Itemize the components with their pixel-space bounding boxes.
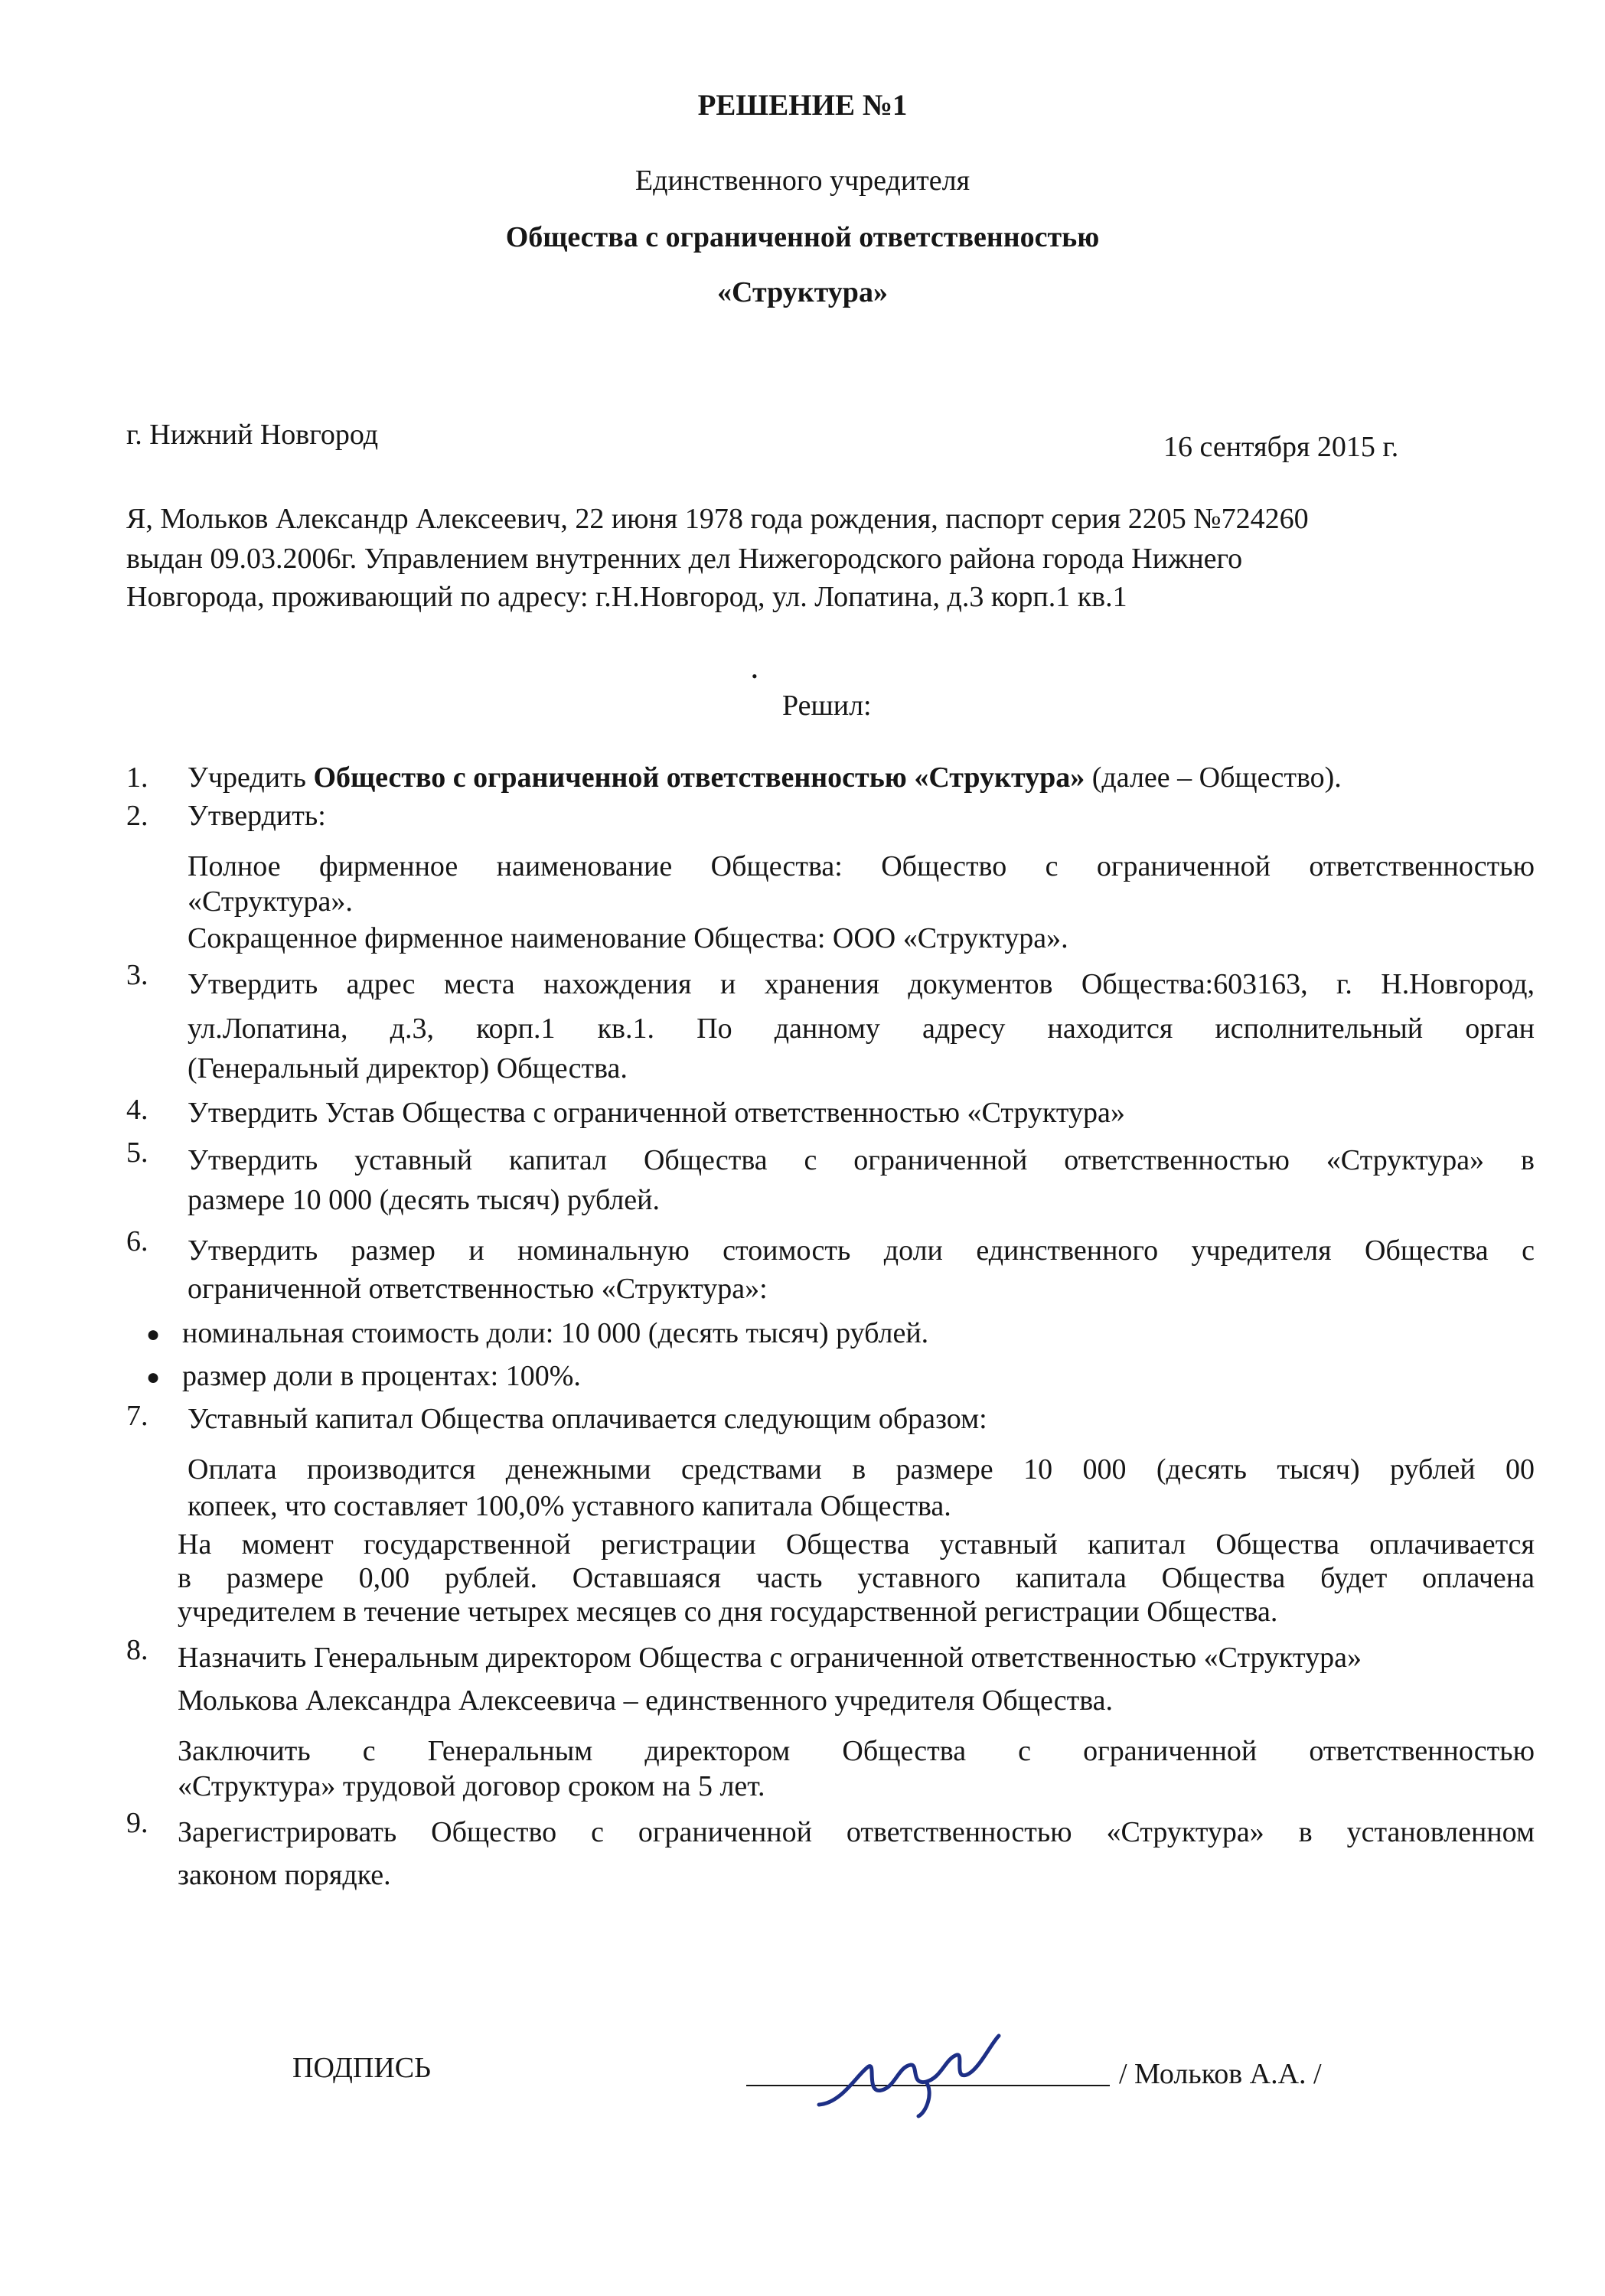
item-number: 7.: [126, 1400, 148, 1432]
date: 16 сентября 2015 г.: [1163, 431, 1399, 463]
item-5-text: Утвердить уставный капитал Общества с ограниченной ответственностью «Структура» в: [188, 1144, 1535, 1176]
item-8-text: Заключить с Генеральным директором Общества с ограниченной ответственностью: [178, 1735, 1535, 1767]
document-title: РЕШЕНИЕ №1: [697, 89, 908, 122]
item-8-text: Назначить Генеральным директором Общества с ограниченной ответственностью «Структура»: [178, 1642, 1362, 1674]
ink-mark: •: [752, 667, 758, 686]
item-number: 4.: [126, 1094, 148, 1126]
subtitle-founder: Единственного учредителя: [634, 165, 971, 197]
handwritten-signature: [811, 2020, 1010, 2120]
signature-label: ПОДПИСЬ: [292, 2052, 431, 2084]
item-2-text: Полное фирменное наименование Общества: Общество с ограниченной ответственностью: [188, 850, 1535, 882]
item-7-text: учредителем в течение четырех месяцев со дня государственной регистрации Общества.: [178, 1596, 1278, 1628]
item-number: 5.: [126, 1137, 148, 1169]
item-number: 3.: [126, 959, 148, 991]
item-7-text: в размере 0,00 рублей. Оставшаяся часть уставного капитала Общества будет оплачена: [178, 1562, 1535, 1594]
item-8-text: Молькова Александра Алексеевича – единственного учредителя Общества.: [178, 1684, 1114, 1717]
bullet-text: размер доли в процентах: 100%.: [182, 1360, 581, 1392]
item-3-text: Утвердить адрес места нахождения и хранения документов Общества:603163, г. Н.Новгород,: [188, 968, 1535, 1000]
bullet-icon: ●: [146, 1365, 161, 1390]
signer-name: / Мольков А.А. /: [1119, 2058, 1322, 2090]
item-number: 6.: [126, 1225, 148, 1257]
item-3-text: ул.Лопатина, д.3, корп.1 кв.1. По данному адресу находится исполнительный орган: [188, 1013, 1535, 1045]
item-4-text: Утвердить Устав Общества с ограниченной ответственностью «Структура»: [188, 1097, 1125, 1129]
item-7-text: Уставный капитал Общества оплачивается следующим образом:: [188, 1403, 987, 1435]
city: г. Нижний Новгород: [126, 419, 379, 451]
intro-line: Я, Мольков Александр Алексеевич, 22 июня 1978 года рождения, паспорт серия 2205 №724260: [126, 503, 1309, 535]
intro-line: Новгорода, проживающий по адресу: г.Н.Новгород, ул. Лопатина, д.3 корп.1 кв.1: [126, 581, 1127, 613]
item-2-text: Сокращенное фирменное наименование Общества: ООО «Структура».: [188, 922, 1068, 954]
item-7-text: На момент государственной регистрации Общества уставный капитал Общества оплачивается: [178, 1528, 1535, 1561]
item-number: 1.: [126, 762, 148, 794]
item-7-text: копеек, что составляет 100,0% уставного капитала Общества.: [188, 1490, 951, 1522]
item-3-text: (Генеральный директор) Общества.: [188, 1052, 628, 1084]
subtitle-company-name: «Структура»: [717, 276, 888, 308]
item-8-text: «Структура» трудовой договор сроком на 5 лет.: [178, 1770, 765, 1802]
item-number: 2.: [126, 800, 148, 832]
subtitle-company-type: Общества с ограниченной ответственностью: [505, 221, 1100, 253]
item-number: 8.: [126, 1634, 148, 1666]
item-6-text: Утвердить размер и номинальную стоимость доли единственного учредителя Общества с: [188, 1234, 1535, 1267]
resolved-heading: Решил:: [782, 690, 872, 722]
item-1-text: Учредить Общество с ограниченной ответственностью «Структура» (далее – Общество).: [188, 762, 1342, 794]
intro-line: выдан 09.03.2006г. Управлением внутренних дел Нижегородского района города Нижнего: [126, 543, 1243, 575]
item-number: 9.: [126, 1807, 148, 1839]
bullet-icon: ●: [146, 1322, 161, 1347]
item-5-text: размере 10 000 (десять тысяч) рублей.: [188, 1184, 660, 1216]
item-7-text: Оплата производится денежными средствами в размере 10 000 (десять тысяч) рублей 00: [188, 1453, 1535, 1486]
item-9-text: Зарегистрировать Общество с ограниченной ответственностью «Структура» в установленном: [178, 1816, 1535, 1848]
bullet-text: номинальная стоимость доли: 10 000 (десять тысяч) рублей.: [182, 1317, 929, 1349]
item-9-text: законом порядке.: [178, 1859, 391, 1891]
item-2-text: Утвердить:: [188, 800, 326, 832]
item-2-text: «Структура».: [188, 885, 353, 918]
item-6-text: ограниченной ответственностью «Структура»:: [188, 1273, 768, 1305]
